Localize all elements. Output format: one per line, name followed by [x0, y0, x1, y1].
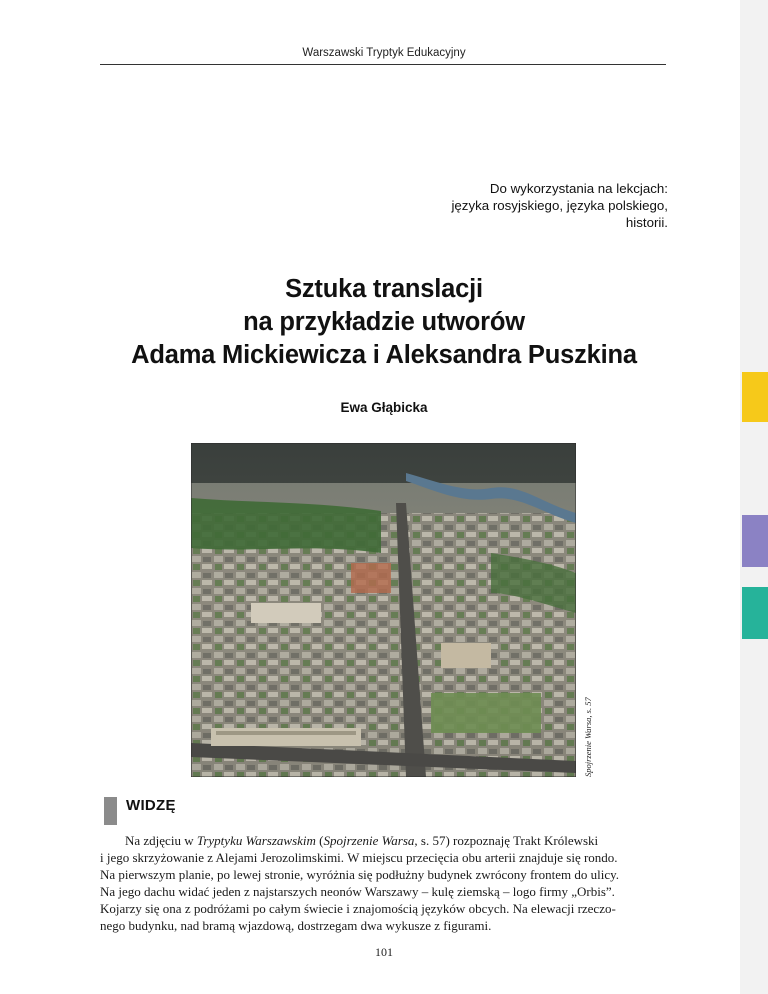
- index-tab-teal: [742, 587, 768, 639]
- photo-credit: Spojrzenie Warsa, s. 57: [583, 697, 593, 777]
- side-index-strip: [740, 0, 768, 994]
- usage-note-line: Do wykorzystania na lekcjach:: [489, 181, 668, 196]
- title-line: Sztuka translacji: [285, 275, 483, 303]
- body-line: [100, 832, 667, 849]
- body-line: nego budynku, nad bramą wjazdową, dostrzegam dwa wykusze z figurami.: [100, 918, 492, 933]
- aerial-city-photo: [191, 443, 576, 777]
- usage-note: [368, 180, 668, 231]
- body-paragraph: [100, 832, 667, 934]
- body-line: Na pierwszym planie, po lewej stronie, wyróżnia się podłużny budynek zwrócony frontem do ulicy.: [100, 867, 620, 882]
- body-line: Kojarzy się ona z podróżami po całym świecie i znajomością języków obcych. Na elewacji rzeczo-: [100, 901, 616, 916]
- running-header: Warszawski Tryptyk Edukacyjny: [302, 47, 466, 59]
- usage-note-line: historii.: [625, 215, 668, 230]
- page-number: 101: [375, 945, 393, 959]
- header-rule: [100, 64, 666, 65]
- body-line-part: Na zdjęciu w Tryptyku Warszawskim (Spojrzenie Warsa, s. 57) rozpoznaję Trakt Królewski: [125, 833, 599, 848]
- author-name: Ewa Głąbicka: [340, 400, 428, 415]
- title-line: Adama Mickiewicza i Aleksandra Puszkina: [131, 341, 637, 369]
- index-tab-purple: [742, 515, 768, 567]
- section-heading: WIDZĘ: [126, 797, 176, 814]
- article-title: [0, 273, 768, 372]
- usage-note-line: języka rosyjskiego, języka polskiego,: [451, 198, 668, 213]
- section-marker: [104, 797, 117, 825]
- body-line: i jego skrzyżowanie z Alejami Jerozolimskimi. W miejscu przecięcia obu arterii znajduje się rondo.: [100, 850, 618, 865]
- title-line: na przykładzie utworów: [243, 308, 525, 336]
- body-line: Na jego dachu widać jeden z najstarszych neonów Warszawy – kulę ziemską – logo firmy „Orbis”.: [100, 884, 615, 899]
